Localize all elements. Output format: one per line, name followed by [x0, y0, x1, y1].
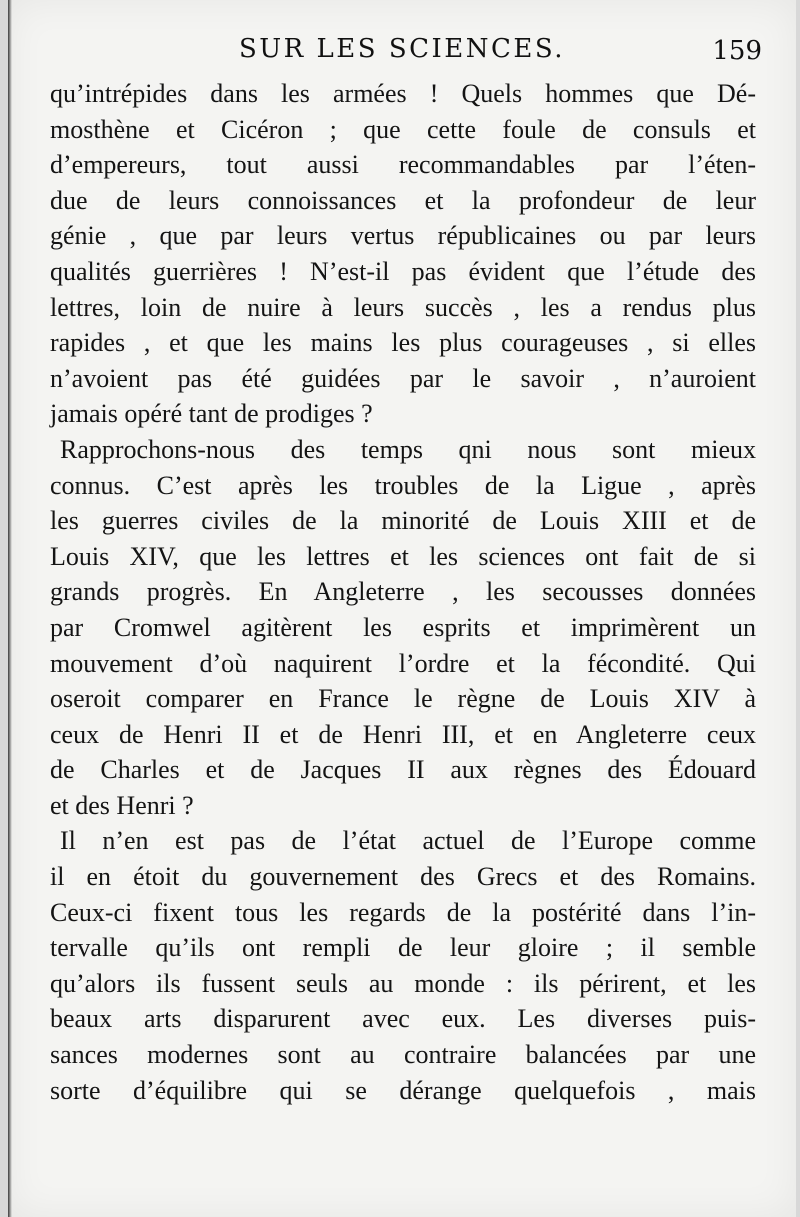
text-line: sorte d’équilibre qui se dérange quelquefois , mais — [50, 1075, 756, 1105]
text-line: oseroit comparer en France le règne de Louis XIV à — [50, 684, 756, 714]
text-line: n’avoient pas été guidées par le savoir , n’auroient — [50, 363, 756, 393]
body-text — [50, 76, 756, 1108]
text-line: tervalle qu’ils ont rempli de leur gloire ; il semble — [50, 933, 756, 963]
text-line: Louis XIV, que les lettres et les sciences ont fait de si — [50, 541, 756, 571]
text-line: grands progrès. En Angleterre , les secousses données — [50, 577, 756, 607]
text-line: due de leurs connoissances et la profondeur de leur — [50, 185, 756, 215]
text-line: les guerres civiles de la minorité de Louis XIII et de — [50, 506, 756, 536]
page-number: 159 — [712, 36, 762, 66]
text-line: rapides , et que les mains les plus courageuses , si elles — [50, 328, 756, 358]
paragraph-end-line: et des Henri ? — [50, 790, 194, 820]
book-page — [8, 0, 796, 1217]
paragraph-start-line: Il n’en est pas de l’état actuel de l’Europe comme — [60, 826, 756, 856]
text-line: qualités guerrières ! N’est-il pas évident que l’étude des — [50, 256, 756, 286]
paragraph-start-line: Rapprochons-nous des temps qni nous sont mieux — [60, 434, 756, 464]
text-line: par Cromwel agitèrent les esprits et imprimèrent un — [50, 612, 756, 642]
running-title: SUR LES SCIENCES. — [238, 34, 566, 64]
text-line: mouvement d’où naquirent l’ordre et la fécondité. Qui — [50, 648, 756, 678]
text-line: il en étoit du gouvernement des Grecs et des Romains. — [50, 862, 756, 892]
text-line: beaux arts disparurent avec eux. Les diverses puis- — [50, 1004, 756, 1034]
text-line: qu’intrépides dans les armées ! Quels hommes que Dé- — [50, 79, 756, 108]
text-line: Ceux-ci fixent tous les regards de la postérité dans l’in- — [50, 897, 756, 927]
text-line: qu’alors ils fussent seuls au monde : ils périrent, et les — [50, 968, 756, 998]
text-line: connus. C’est après les troubles de la Ligue , après — [50, 470, 756, 500]
text-line: sances modernes sont au contraire balancées par une — [50, 1040, 756, 1070]
text-line: ceux de Henri II et de Henri III, et en Angleterre ceux — [50, 719, 756, 749]
text-line: lettres, loin de nuire à leurs succès , les a rendus plus — [50, 292, 756, 322]
text-line: d’empereurs, tout aussi recommandables par l’éten- — [50, 150, 756, 180]
text-line: mosthène et Cicéron ; que cette foule de consuls et — [50, 114, 756, 144]
page-header — [8, 34, 796, 74]
paragraph-end-line: jamais opéré tant de prodiges ? — [50, 399, 373, 429]
text-line: de Charles et de Jacques II aux règnes des Édouard — [50, 755, 756, 785]
text-line: génie , que par leurs vertus républicaines ou par leurs — [50, 221, 756, 251]
